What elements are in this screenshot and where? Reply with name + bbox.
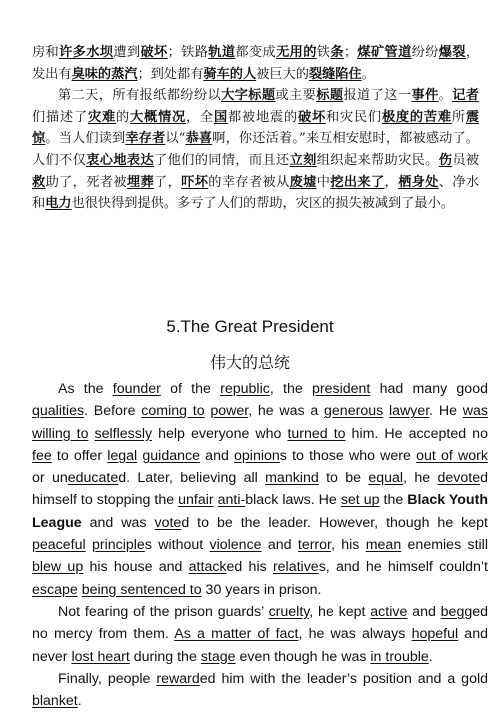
text-run: the [379,492,408,509]
text-run: 房和 [32,45,60,60]
vocab-term: 许多水坝 [59,45,114,60]
text-run: , the [269,381,312,397]
text-run: to be [318,470,369,487]
text-run: had many good [370,381,488,397]
vocab-term: 伤 [438,152,453,168]
vocab-term: anti- [217,492,246,509]
text-run: 们描述了 [32,109,88,125]
text-run: 了， [154,174,182,190]
vocab-term: educate [67,470,119,487]
english-paragraph [32,378,488,601]
vocab-term: coming to [141,403,205,420]
text-run: or un [32,470,68,487]
text-run: , he was always [298,626,412,643]
vocab-term: 恭喜 [185,131,213,147]
vocab-term: 骑车的人 [203,66,257,82]
text-run: 和灾民们 [325,109,382,125]
text-run: ged no mercy from them. [32,603,489,643]
vocab-term: 大字标题 [221,88,276,104]
text-run: ，全 [185,109,214,125]
vocab-term: 电力 [45,196,72,212]
vocab-term: reward [156,670,200,687]
vocab-term: 条 [330,45,344,60]
text-run: s to those who were [279,447,417,464]
text-run: ed his [226,559,273,576]
text-run: , he was a [248,403,325,420]
text-run: 铁 [316,45,331,60]
text-run: Not fearing of the prison guards’ [58,603,269,620]
text-run: 被巨大的 [256,66,309,82]
vocab-term: 吓坏 [181,174,209,190]
text-run: , his [331,537,366,554]
text-run: and [261,537,298,554]
vocab-term: 救 [32,174,46,190]
vocab-term: 大概情况 [129,109,186,125]
vocab-term: mean [365,537,402,554]
vocab-term: 埋葬 [126,174,155,190]
text-run: to offer [51,447,108,464]
text-run: ；铁路 [167,45,209,60]
text-run: 组织起来帮助灾民。 [316,152,439,168]
vocab-term: vote [154,514,182,531]
vocab-term: president [311,381,371,397]
text-run: and never [32,626,488,665]
vocab-term: blanket [32,693,78,710]
chinese-paragraph [32,85,479,215]
vocab-term: out of work [416,447,488,464]
vocab-term: generous [324,403,384,420]
vocab-term: 裂缝陷住 [308,66,362,82]
vocab-term: set up [340,492,380,509]
text-run: . [428,648,433,665]
text-run: and [200,447,235,464]
text-run: d himself to stopping the [32,470,488,509]
vocab-term: founder [112,381,161,397]
text-run: him. He accepted no [345,425,488,442]
text-run: As the [58,381,113,397]
text-run: enemies still [401,537,488,554]
text-run: 30 years in prison. [201,581,322,598]
vocab-term: 标题 [316,88,344,104]
vocab-term: violence [209,537,262,554]
text-run: 员被 [452,152,480,168]
vocab-term: 轨道 [208,45,236,60]
vocab-term: peaceful [32,537,86,554]
vocab-term: 废墟 [289,174,317,190]
vocab-term: lawyer [388,403,430,420]
vocab-term: 事件 [411,88,439,104]
text-run: his house and [83,559,189,576]
vocab-term: qualities [32,403,85,420]
chinese-paragraph [32,42,479,85]
text-run: and [407,603,441,620]
vocab-term: 极度的苦难 [381,109,452,125]
vocab-term: 管道 [384,45,412,60]
english-text-block [32,378,488,712]
vocab-term: in trouble [370,648,429,665]
text-run: s without [144,537,210,554]
vocab-term: power [210,403,249,420]
text-run: help everyone who [152,425,288,442]
text-run: 所 [451,109,466,125]
vocab-term: 破坏 [140,45,168,60]
text-run: 都变成 [235,45,277,60]
text-run: 遭到 [113,45,141,60]
text-run: during the [129,648,201,665]
text-run: and was [81,514,155,531]
text-run: of the [160,381,221,397]
text-run: , he [403,470,438,487]
vocab-term: 记者 [452,88,479,104]
vocab-term: attack [188,559,227,576]
vocab-term: guidance [142,447,200,464]
vocab-term: escape [32,581,78,598]
vocab-term: selflessly [94,425,153,442]
vocab-term: turned to [287,425,346,442]
text-run: 。当人们读到 [45,131,126,147]
vocab-term: cruelty [268,603,310,620]
text-run: 了他们的同情，而且还 [154,152,290,168]
vocab-term: 立刻 [289,152,317,168]
text-run: 。 [438,88,453,104]
vocab-term: republic [220,381,270,397]
vocab-term: unfair [178,492,214,509]
vocab-term: As a matter of fact [174,626,299,643]
vocab-term: 爆裂 [438,45,466,60]
vocab-term: stage [200,648,236,665]
vocab-term: legal [107,447,138,464]
text-run: ，发出有 [32,45,480,82]
text-run: . He [429,403,463,420]
text-run: ed him with the leader’s position and a gold [199,670,489,687]
vocab-term: being sentenced to [81,581,202,598]
vocab-term: hopeful [411,626,459,643]
vocab-term: 衷心地表达 [86,152,155,168]
text-run: d. Later, believing all [118,470,266,487]
vocab-term: opinion [234,447,280,464]
text-run: 第二天，所有报纸都纷纷以 [58,88,222,104]
vocab-term: beg [440,603,465,620]
section-title: 5.The Great President [166,317,334,336]
vocab-term: 破坏 [297,109,326,125]
bold-term: Black Youth League [32,492,488,531]
vocab-term: active [370,603,408,620]
text-run: 、净水和 [32,174,480,212]
text-run: 的 [115,109,130,125]
vocab-term: terror [297,537,331,554]
vocab-term: was willing to [32,403,488,442]
text-run: 的幸存者被从 [208,174,290,190]
text-run: 也很快得到提供。多亏了人们的帮助，灾区的损失被减到了最小。 [71,196,454,212]
english-paragraph [32,668,488,712]
vocab-term: 震惊 [32,109,480,147]
text-run: 都被地震的 [227,109,298,125]
text-run: . Before [84,403,142,420]
vocab-term: lost heart [71,648,130,665]
vocab-term: 煤矿 [357,45,385,60]
vocab-term: equal [368,470,404,487]
text-run: ； [343,45,358,60]
english-paragraph [32,601,488,668]
vocab-term: mankind [265,470,319,487]
vocab-term: principle [91,537,145,554]
vocab-term: blew up [32,559,84,576]
text-run: 啊，你还活着。”来互相安慰时，都被感动了。人们不仅 [32,131,480,168]
vocab-term: 幸存者 [125,131,166,147]
text-run: 助了，死者被 [45,174,127,190]
section-subtitle: 伟大的总统 [209,353,290,372]
vocab-term: 臭味的蒸汽 [71,66,138,82]
vocab-term: fee [32,447,52,464]
text-run: ， [384,174,399,190]
vocab-term: 灾难 [87,109,116,125]
vocab-term: 栖身处 [398,174,439,190]
text-run: d to be the leader. However, though he kept [181,514,488,531]
text-run: Finally, people [58,670,157,687]
text-run: 中 [316,174,331,190]
vocab-term: 国 [213,109,228,125]
text-run: ；到处都有 [137,66,204,82]
text-run: . [77,693,82,710]
text-run: 以“ [165,131,186,147]
vocab-term: devote [437,470,481,487]
text-run: 纷纷 [411,45,439,60]
vocab-term: relative [272,559,319,576]
text-run: 报道了这一 [343,88,412,104]
text-run: 。 [361,66,375,82]
text-run: even though he was [235,648,371,665]
vocab-term: 挖出来了 [330,174,385,190]
chinese-text-block [32,42,479,215]
text-run: black laws. He [245,492,341,509]
text-run: , he kept [309,603,371,620]
text-run: 或主要 [275,88,317,104]
vocab-term: 无用的 [276,45,317,60]
text-run: s, and he himself couldn’t [318,559,488,576]
